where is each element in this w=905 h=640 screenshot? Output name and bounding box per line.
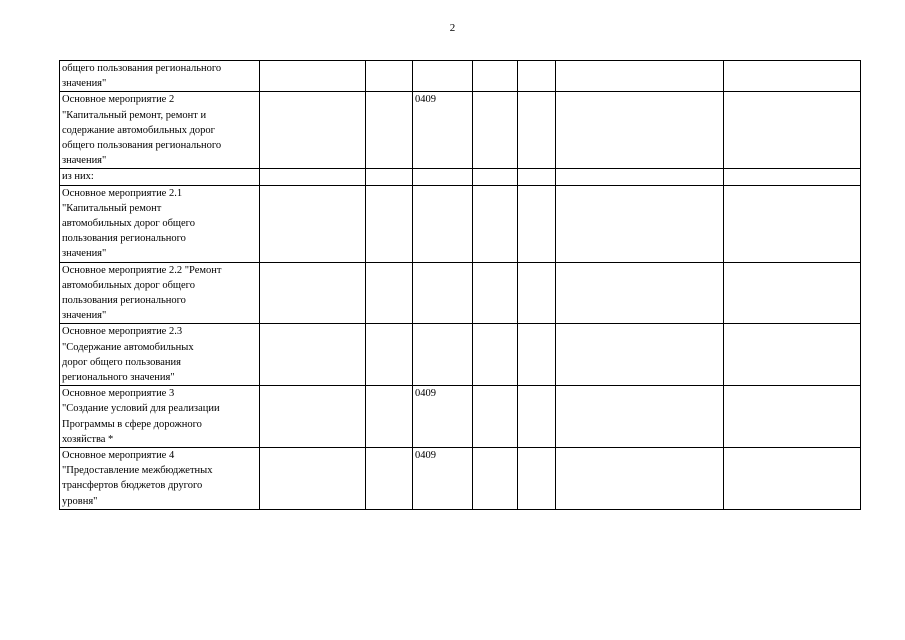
empty-cell bbox=[366, 262, 413, 324]
section-code-cell bbox=[413, 262, 473, 324]
section-code-cell: 0409 bbox=[413, 92, 473, 169]
empty-cell bbox=[260, 262, 366, 324]
table-row bbox=[60, 448, 861, 510]
empty-cell bbox=[556, 169, 724, 185]
activity-name-cell bbox=[60, 386, 260, 448]
activity-name-line: Основное мероприятие 2.1 bbox=[62, 187, 183, 199]
empty-cell bbox=[366, 448, 413, 510]
section-code-cell bbox=[413, 61, 473, 92]
empty-cell bbox=[724, 448, 861, 510]
section-code-cell: 0409 bbox=[413, 386, 473, 448]
empty-cell bbox=[556, 386, 724, 448]
empty-cell bbox=[724, 92, 861, 169]
activity-name-line: Основное мероприятие 4 bbox=[62, 450, 175, 462]
activity-name-line: автомобильных дорог общего bbox=[62, 218, 195, 230]
activity-name-cell bbox=[60, 448, 260, 510]
activity-name-line: "Капитальный ремонт, ремонт и bbox=[62, 109, 207, 121]
empty-cell bbox=[260, 185, 366, 262]
table-row bbox=[60, 324, 861, 386]
activity-name-line: содержание автомобильных дорог bbox=[62, 124, 215, 136]
activity-name-cell bbox=[60, 185, 260, 262]
activity-name-cell bbox=[60, 169, 260, 185]
activity-name-line: общего пользования регионального bbox=[62, 140, 222, 152]
activity-name-line: пользования регионального bbox=[62, 233, 186, 245]
activity-name-line: значения" bbox=[62, 155, 107, 167]
empty-cell bbox=[556, 448, 724, 510]
empty-cell bbox=[260, 61, 366, 92]
table-row bbox=[60, 92, 861, 169]
activity-name-line: Основное мероприятие 2.2 "Ремонт bbox=[62, 264, 222, 276]
activity-name-line: хозяйства * bbox=[62, 433, 114, 445]
activity-name-cell bbox=[60, 61, 260, 92]
section-code-cell bbox=[413, 185, 473, 262]
table-row bbox=[60, 262, 861, 324]
table-row bbox=[60, 185, 861, 262]
activity-name-line: значения" bbox=[62, 78, 107, 90]
empty-cell bbox=[260, 386, 366, 448]
table-row bbox=[60, 386, 861, 448]
activity-name-line: регионального значения" bbox=[62, 372, 175, 384]
section-code-cell: 0409 bbox=[413, 448, 473, 510]
activity-name-line: значения" bbox=[62, 310, 107, 322]
empty-cell bbox=[366, 169, 413, 185]
activity-name-line: Основное мероприятие 2.3 bbox=[62, 326, 183, 338]
table-row bbox=[60, 61, 861, 92]
empty-cell bbox=[556, 185, 724, 262]
empty-cell bbox=[518, 324, 556, 386]
empty-cell bbox=[366, 92, 413, 169]
empty-cell bbox=[518, 386, 556, 448]
empty-cell bbox=[473, 448, 518, 510]
activity-name-line: "Содержание автомобильных bbox=[62, 341, 194, 353]
activity-name-line: общего пользования регионального bbox=[62, 63, 222, 74]
empty-cell bbox=[518, 262, 556, 324]
activity-name-cell bbox=[60, 92, 260, 169]
section-code-cell bbox=[413, 169, 473, 185]
activity-name-cell bbox=[60, 324, 260, 386]
activity-name-line: пользования регионального bbox=[62, 295, 186, 307]
empty-cell bbox=[366, 386, 413, 448]
table-body bbox=[60, 61, 861, 510]
empty-cell bbox=[724, 386, 861, 448]
table-row bbox=[60, 169, 861, 185]
empty-cell bbox=[260, 448, 366, 510]
activity-name-line: дорог общего пользования bbox=[62, 356, 181, 368]
activity-name-cell bbox=[60, 262, 260, 324]
empty-cell bbox=[260, 92, 366, 169]
empty-cell bbox=[260, 324, 366, 386]
empty-cell bbox=[260, 169, 366, 185]
empty-cell bbox=[724, 169, 861, 185]
activity-name-line: Программы в сфере дорожного bbox=[62, 418, 202, 430]
empty-cell bbox=[366, 185, 413, 262]
empty-cell bbox=[473, 185, 518, 262]
empty-cell bbox=[518, 61, 556, 92]
empty-cell bbox=[724, 61, 861, 92]
empty-cell bbox=[556, 262, 724, 324]
empty-cell bbox=[473, 386, 518, 448]
empty-cell bbox=[556, 92, 724, 169]
empty-cell bbox=[518, 92, 556, 169]
empty-cell bbox=[473, 92, 518, 169]
activity-name-line: уровня" bbox=[62, 495, 98, 507]
activity-name-line: Основное мероприятие 2 bbox=[62, 94, 175, 106]
empty-cell bbox=[473, 262, 518, 324]
section-code-cell bbox=[413, 324, 473, 386]
activity-name-line: "Создание условий для реализации bbox=[62, 403, 220, 415]
empty-cell bbox=[366, 324, 413, 386]
empty-cell bbox=[473, 324, 518, 386]
activity-name-line: автомобильных дорог общего bbox=[62, 279, 195, 291]
activity-name-line: значения" bbox=[62, 248, 107, 260]
empty-cell bbox=[724, 185, 861, 262]
empty-cell bbox=[724, 324, 861, 386]
empty-cell bbox=[724, 262, 861, 324]
empty-cell bbox=[366, 61, 413, 92]
empty-cell bbox=[518, 448, 556, 510]
empty-cell bbox=[473, 61, 518, 92]
empty-cell bbox=[473, 169, 518, 185]
activity-name-line: из них: bbox=[62, 171, 94, 183]
activity-name-line: "Предоставление межбюджетных bbox=[62, 465, 213, 477]
empty-cell bbox=[518, 169, 556, 185]
activity-name-line: трансфертов бюджетов другого bbox=[62, 480, 203, 492]
empty-cell bbox=[556, 61, 724, 92]
empty-cell bbox=[556, 324, 724, 386]
activity-name-line: "Капитальный ремонт bbox=[62, 202, 162, 214]
program-table bbox=[59, 60, 861, 510]
page-number: 2 bbox=[449, 22, 456, 34]
empty-cell bbox=[518, 185, 556, 262]
activity-name-line: Основное мероприятие 3 bbox=[62, 388, 175, 400]
